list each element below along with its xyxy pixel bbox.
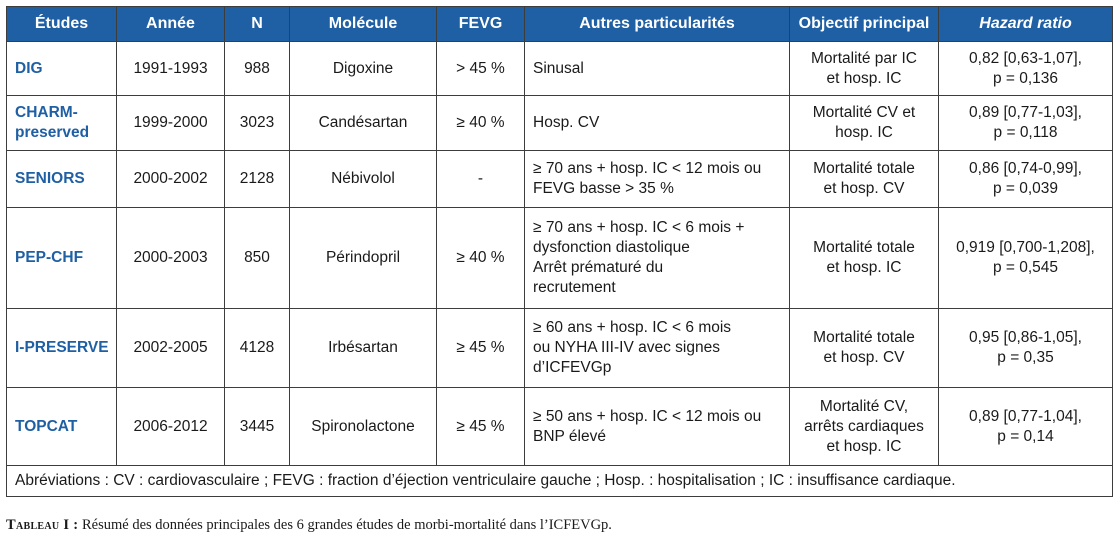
hazard-ratio-cell: 0,86 [0,74-0,99], p = 0,039 <box>939 151 1113 208</box>
other-cell: ≥ 60 ans + hosp. IC < 6 mois ou NYHA III-IV avec signes d’ICFEVGp <box>525 309 790 388</box>
study-name: PEP-CHF <box>7 208 117 309</box>
study-name: SENIORS <box>7 151 117 208</box>
other-cell: Hosp. CV <box>525 96 790 151</box>
caption-text: Résumé des données principales des 6 grandes études de morbi-mortalité dans l’ICFEVGp. <box>78 517 612 533</box>
hazard-ratio-cell: 0,95 [0,86-1,05], p = 0,35 <box>939 309 1113 388</box>
molecule-cell: Digoxine <box>290 42 437 96</box>
hazard-ratio-cell: 0,89 [0,77-1,03], p = 0,118 <box>939 96 1113 151</box>
header-row <box>7 7 1113 42</box>
table-row <box>7 388 1113 466</box>
table-row <box>7 96 1113 151</box>
molecule-cell: Périndopril <box>290 208 437 309</box>
other-cell: ≥ 70 ans + hosp. IC < 6 mois + dysfonction diastolique Arrêt prématuré du recrutement <box>525 208 790 309</box>
year-cell: 1999-2000 <box>117 96 225 151</box>
header-n: N <box>225 7 290 42</box>
study-name: CHARM- preserved <box>7 96 117 151</box>
objective-cell: Mortalité totale et hosp. CV <box>790 309 939 388</box>
year-cell: 1991-1993 <box>117 42 225 96</box>
other-cell: Sinusal <box>525 42 790 96</box>
studies-table <box>6 6 1113 497</box>
header-hazard-ratio: Hazard ratio <box>939 7 1113 42</box>
year-cell: 2006-2012 <box>117 388 225 466</box>
objective-cell: Mortalité CV, arrêts cardiaques et hosp. IC <box>790 388 939 466</box>
molecule-cell: Nébivolol <box>290 151 437 208</box>
hazard-ratio-cell: 0,919 [0,700-1,208], p = 0,545 <box>939 208 1113 309</box>
n-cell: 2128 <box>225 151 290 208</box>
study-name: I-PRESERVE <box>7 309 117 388</box>
table-frame <box>6 6 1112 497</box>
n-cell: 4128 <box>225 309 290 388</box>
year-cell: 2002-2005 <box>117 309 225 388</box>
fevg-cell: - <box>437 151 525 208</box>
header-annee: Année <box>117 7 225 42</box>
table-row <box>7 151 1113 208</box>
fevg-cell: ≥ 45 % <box>437 388 525 466</box>
year-cell: 2000-2003 <box>117 208 225 309</box>
other-cell: ≥ 50 ans + hosp. IC < 12 mois ou BNP élevé <box>525 388 790 466</box>
molecule-cell: Irbésartan <box>290 309 437 388</box>
header-etudes: Études <box>7 7 117 42</box>
fevg-cell: > 45 % <box>437 42 525 96</box>
table-row <box>7 208 1113 309</box>
header-fevg: FEVG <box>437 7 525 42</box>
hazard-ratio-cell: 0,89 [0,77-1,04], p = 0,14 <box>939 388 1113 466</box>
abbreviations-footnote: Abréviations : CV : cardiovasculaire ; FEVG : fraction d’éjection ventriculaire gauche ; Hosp. : hospitalisation ; IC : insuffisance cardiaque. <box>7 466 1113 497</box>
objective-cell: Mortalité totale et hosp. CV <box>790 151 939 208</box>
objective-cell: Mortalité CV et hosp. IC <box>790 96 939 151</box>
study-name: TOPCAT <box>7 388 117 466</box>
n-cell: 988 <box>225 42 290 96</box>
study-name: DIG <box>7 42 117 96</box>
objective-cell: Mortalité par IC et hosp. IC <box>790 42 939 96</box>
n-cell: 3023 <box>225 96 290 151</box>
table-row <box>7 42 1113 96</box>
fevg-cell: ≥ 45 % <box>437 309 525 388</box>
footnote-row <box>7 466 1113 497</box>
header-molecule: Molécule <box>290 7 437 42</box>
molecule-cell: Candésartan <box>290 96 437 151</box>
other-cell: ≥ 70 ans + hosp. IC < 12 mois ou FEVG basse > 35 % <box>525 151 790 208</box>
n-cell: 3445 <box>225 388 290 466</box>
molecule-cell: Spironolactone <box>290 388 437 466</box>
year-cell: 2000-2002 <box>117 151 225 208</box>
caption-label: Tableau I : <box>6 517 79 533</box>
table-caption <box>6 517 612 534</box>
n-cell: 850 <box>225 208 290 309</box>
fevg-cell: ≥ 40 % <box>437 208 525 309</box>
objective-cell: Mortalité totale et hosp. IC <box>790 208 939 309</box>
table-row <box>7 309 1113 388</box>
header-autres: Autres particularités <box>525 7 790 42</box>
hazard-ratio-cell: 0,82 [0,63-1,07], p = 0,136 <box>939 42 1113 96</box>
fevg-cell: ≥ 40 % <box>437 96 525 151</box>
header-objectif: Objectif principal <box>790 7 939 42</box>
